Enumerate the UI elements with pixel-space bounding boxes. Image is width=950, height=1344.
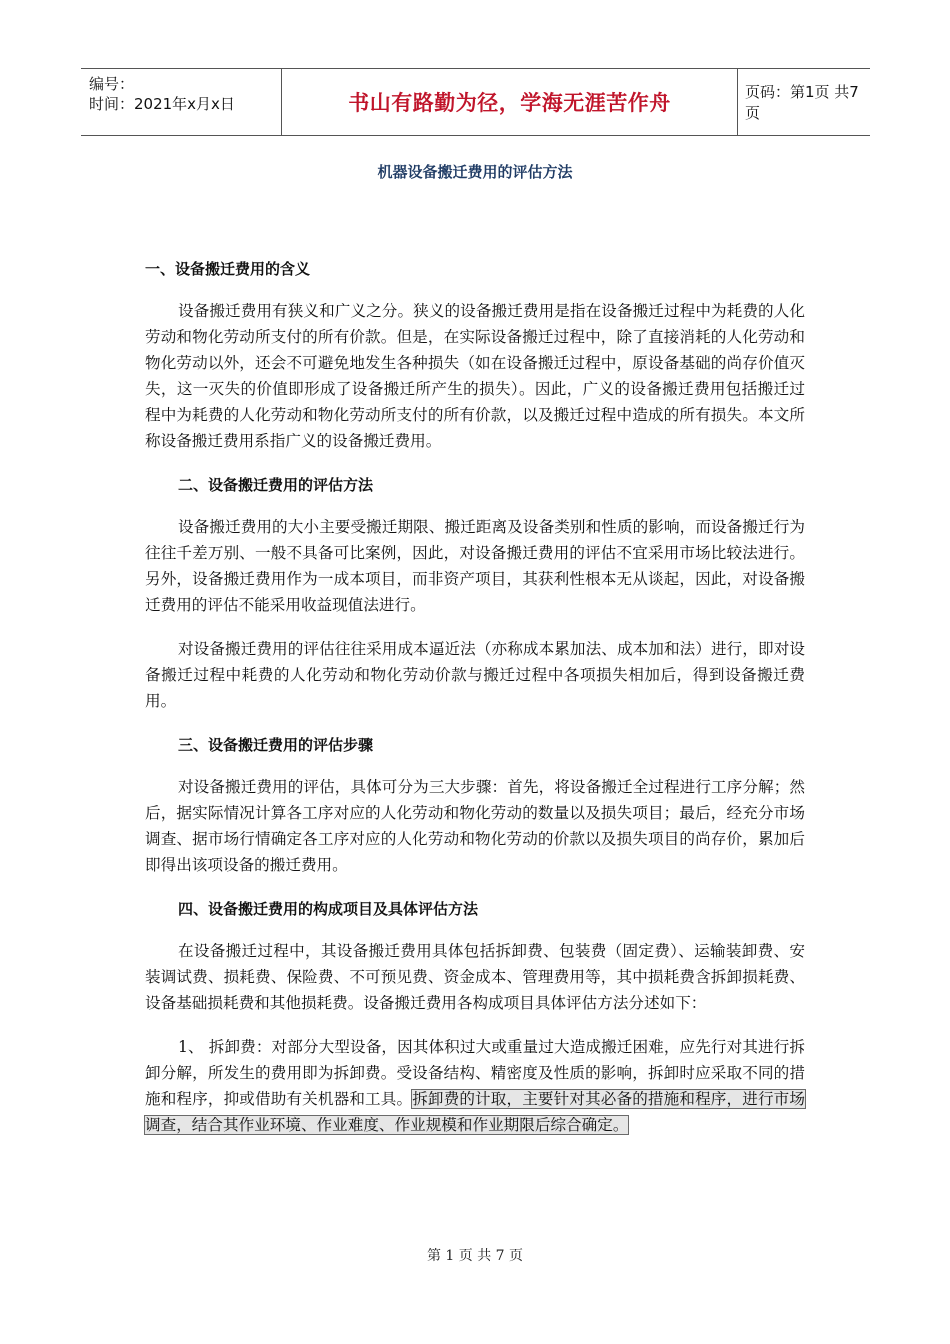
page-footer: 第 1 页 共 7 页 <box>426 1248 524 1264</box>
list-item-text: 1、 拆卸费：对部分大型设备，因其体积过大或重量过大造成搬迁困难，应先行对其进行拆卸分解，所发生的费用即为拆卸费。受设备结构、精密度及性质的影响，拆卸时应采取不同的措施和程序，抑或借助有关机器和工具。 <box>145 1038 805 1108</box>
header-left-cell <box>81 69 281 135</box>
serial-label: 编号： <box>89 75 135 93</box>
paragraph: 对设备搬迁费用的评估，具体可分为三大步骤：首先，将设备搬迁全过程进行工序分解；然后，据实际情况计算各工序对应的人化劳动和物化劳动的数量以及损失项目；最后，经充分市场调查、据市场行情确定各工序对应的人化劳动和物化劳动的价款以及损失项目的尚存价，累加后即得出该项设备的搬迁费用。 <box>145 778 805 874</box>
paragraph: 对设备搬迁费用的评估往往采用成本逼近法（亦称成本累加法、成本加和法）进行，即对设备搬迁过程中耗费的人化劳动和物化劳动价款与搬迁过程中各项损失相加后，得到设备搬迁费用。 <box>145 640 805 710</box>
paragraph: 设备搬迁费用的大小主要受搬迁期限、搬迁距离及设备类别和性质的影响，而设备搬迁行为往往千差万别、一般不具备可比案例，因此，对设备搬迁费用的评估不宜采用市场比较法进行。另外，设备搬迁费用作为一成本项目，而非资产项目，其获利性根本无从谈起，因此，对设备搬迁费用的评估不能采用收益现值法进行。 <box>145 518 805 614</box>
document-title: 机器设备搬迁费用的评估方法 <box>377 163 573 181</box>
document-body <box>145 256 805 1138</box>
motto: 书山有路勤为径，学海无涯苦作舟 <box>348 91 671 115</box>
header-motto-cell <box>281 69 738 135</box>
header-table <box>81 68 870 136</box>
section-heading-4: 四、设备搬迁费用的构成项目及具体评估方法 <box>178 900 479 918</box>
section-heading-3: 三、设备搬迁费用的评估步骤 <box>178 736 374 754</box>
page-info: 页码：第1页 共7页 <box>745 83 859 122</box>
section-heading-1: 一、设备搬迁费用的含义 <box>145 260 311 278</box>
paragraph: 在设备搬迁过程中，其设备搬迁费用具体包括拆卸费、包装费（固定费）、运输装卸费、安装调试费、损耗费、保险费、不可预见费、资金成本、管理费用等，其中损耗费含拆卸损耗费、设备基础损耗费和其他损耗费。设备搬迁费用各构成项目具体评估方法分述如下： <box>145 942 805 1012</box>
date-label: 时间：2021年x月x日 <box>89 95 235 113</box>
section-heading-2: 二、设备搬迁费用的评估方法 <box>178 476 374 494</box>
paragraph: 设备搬迁费用有狭义和广义之分。狭义的设备搬迁费用是指在设备搬迁过程中为耗费的人化劳动和物化劳动所支付的所有价款。但是，在实际设备搬迁过程中，除了直接消耗的人化劳动和物化劳动以外，还会不可避免地发生各种损失（如在设备搬迁过程中，原设备基础的尚存价值灭失，这一灭失的价值即形成了设备搬迁所产生的损失）。因此，广义的设备搬迁费用包括搬迁过程中为耗费的人化劳动和物化劳动所支付的所有价款，以及搬迁过程中造成的所有损失。本文所称设备搬迁费用系指广义的设备搬迁费用。 <box>145 302 805 450</box>
paragraph <box>145 1034 805 1138</box>
header-right-cell <box>737 69 870 135</box>
highlighted-text[interactable]: 拆卸费的计取，主要针对其必备的措施和程序，进行市场调查，结合其作业环境、作业难度、作业规模和作业期限后综合确定。 <box>145 1090 805 1134</box>
